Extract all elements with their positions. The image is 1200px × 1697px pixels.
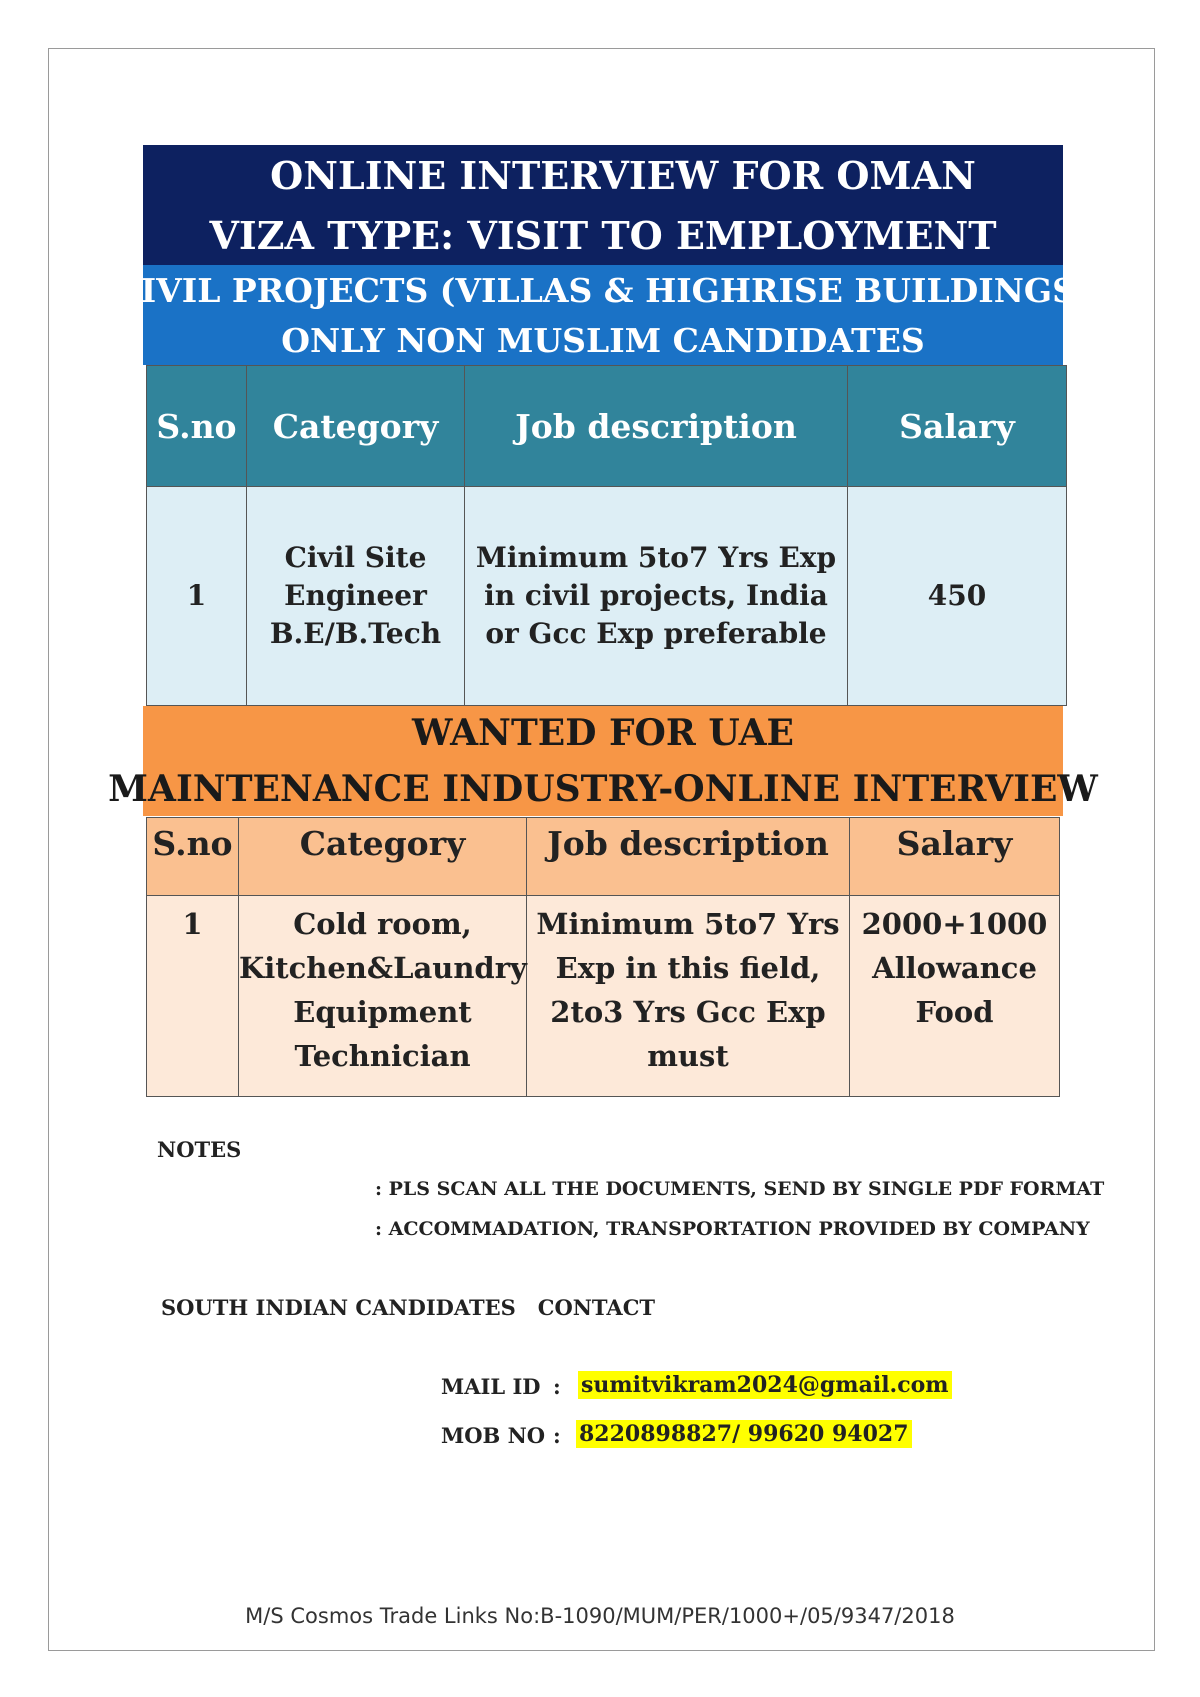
mail-separator: : — [553, 1374, 561, 1399]
salary-line: Allowance — [872, 951, 1037, 985]
mob-label: MOB NO — [441, 1423, 546, 1448]
oman-visa-type: VIZA TYPE: VISIT TO EMPLOYMENT — [143, 205, 1063, 265]
uae-table-header-row — [147, 818, 1060, 896]
category-line: Engineer — [284, 579, 427, 612]
uae-header-description: Job description — [527, 818, 850, 896]
table-row — [147, 896, 1060, 1097]
contact-heading: SOUTH INDIAN CANDIDATES CONTACT — [161, 1295, 656, 1320]
oman-cell-sno: 1 — [147, 487, 247, 706]
oman-title: ONLINE INTERVIEW FOR OMAN — [143, 145, 1063, 205]
oman-cell-category — [247, 487, 465, 706]
mob-value: 8220898827/ 99620 94027 — [576, 1420, 912, 1448]
description-line: Exp in this field, — [555, 951, 821, 985]
oman-cell-salary: 450 — [848, 487, 1067, 706]
description-line: or Gcc Exp preferable — [485, 617, 827, 650]
license-footer: M/S Cosmos Trade Links No:B-1090/MUM/PER/1000+/05/9347/2018 — [245, 1604, 955, 1628]
description-line: in civil projects, India — [484, 579, 828, 612]
description-line: 2to3 Yrs Gcc Exp — [550, 995, 826, 1029]
uae-header-salary: Salary — [850, 818, 1060, 896]
uae-cell-category — [239, 896, 527, 1097]
description-line: must — [647, 1039, 729, 1073]
note-item: : ACCOMMADATION, TRANSPORTATION PROVIDED BY COMPANY — [375, 1218, 1090, 1240]
salary-line: Food — [915, 995, 994, 1029]
oman-table-header-row — [147, 366, 1067, 487]
mob-separator: : — [553, 1423, 561, 1448]
oman-header-category: Category — [247, 366, 465, 487]
mail-label: MAIL ID — [441, 1374, 541, 1399]
uae-header — [108, 706, 1098, 816]
oman-cell-description — [465, 487, 848, 706]
oman-header-salary: Salary — [848, 366, 1067, 487]
category-line: Technician — [294, 1039, 471, 1073]
description-line: Minimum 5to7 Yrs Exp — [475, 541, 837, 574]
uae-header-sno: S.no — [147, 818, 239, 896]
oman-header-description: Job description — [465, 366, 848, 487]
oman-header-sno: S.no — [147, 366, 247, 487]
oman-jobs-table — [146, 365, 1067, 706]
uae-jobs-table — [146, 817, 1060, 1097]
category-line: Cold room, — [293, 907, 472, 941]
uae-cell-salary — [850, 896, 1060, 1097]
mail-value: sumitvikram2024@gmail.com — [578, 1371, 952, 1399]
notes-heading: NOTES — [157, 1137, 242, 1162]
table-row — [147, 487, 1067, 706]
oman-projects: CIVIL PROJECTS (VILLAS & HIGHRISE BUILDINGS) — [143, 265, 1063, 315]
salary-line: 2000+1000 — [861, 907, 1048, 941]
uae-cell-description — [527, 896, 850, 1097]
category-line: Kitchen&Laundry — [239, 951, 527, 985]
uae-title: WANTED FOR UAE — [412, 712, 794, 754]
category-line: Equipment — [293, 995, 472, 1029]
uae-cell-sno: 1 — [147, 896, 239, 1097]
uae-header-category: Category — [239, 818, 527, 896]
category-line: Civil Site — [284, 541, 427, 574]
category-line: B.E/B.Tech — [269, 617, 442, 650]
oman-eligibility: ONLY NON MUSLIM CANDIDATES — [143, 315, 1063, 365]
description-line: Minimum 5to7 Yrs — [536, 907, 840, 941]
note-item: : PLS SCAN ALL THE DOCUMENTS, SEND BY SINGLE PDF FORMAT — [375, 1178, 1105, 1200]
uae-subtitle: MAINTENANCE INDUSTRY-ONLINE INTERVIEW — [108, 768, 1098, 810]
